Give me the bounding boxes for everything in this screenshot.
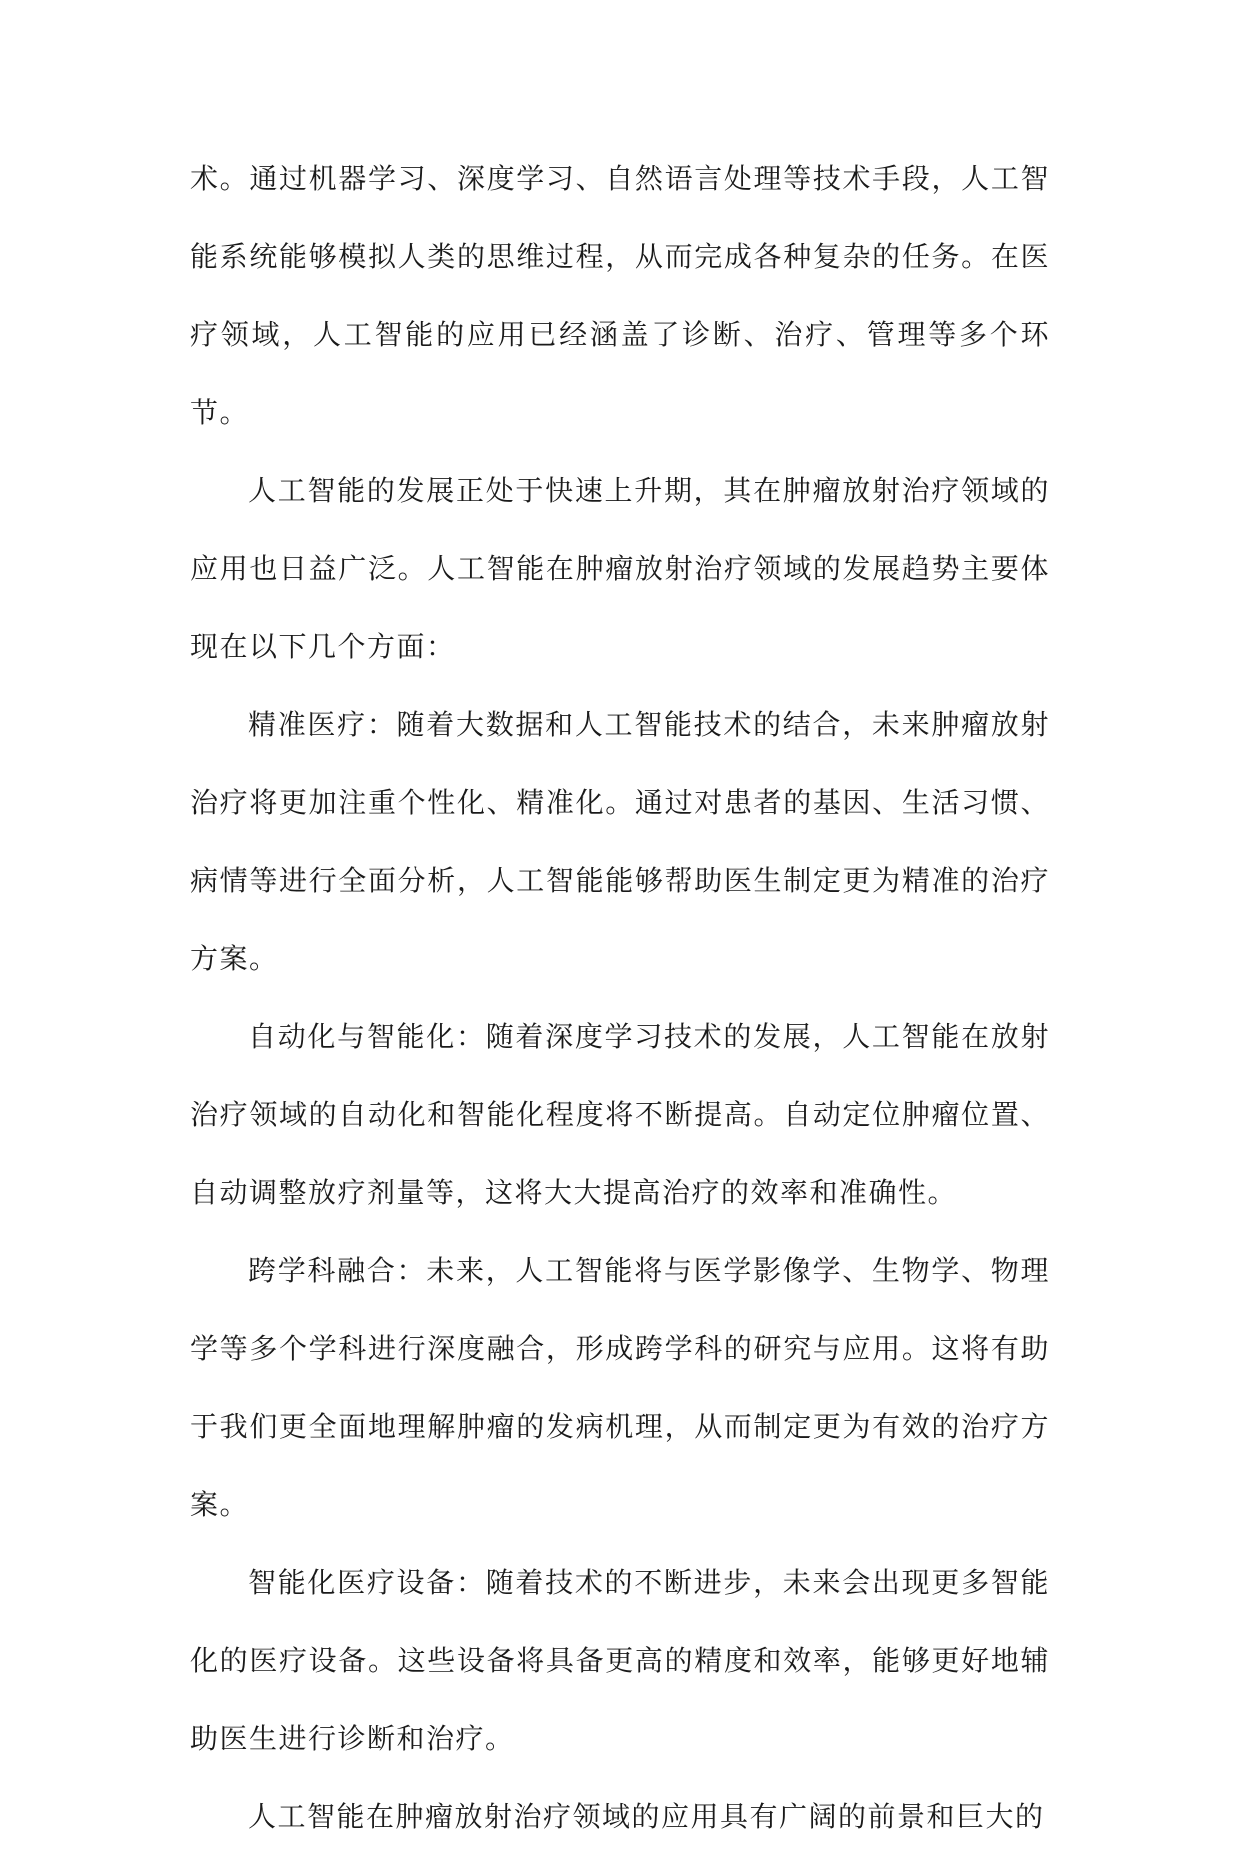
document-body [190,140,1050,1856]
paragraph-outlook: 人工智能在肿瘤放射治疗领域的应用具有广阔的前景和巨大的 [248,1800,1045,1833]
paragraph-continuation: 术。通过机器学习、深度学习、自然语言处理等技术手段，人工智能系统能够模拟人类的思维过程，从而完成各种复杂的任务。在医疗领域，人工智能的应用已经涵盖了诊断、治疗、管理等多个环节。 [190,162,1050,429]
paragraph-ai-development: 人工智能的发展正处于快速上升期，其在肿瘤放射治疗领域的应用也日益广泛。人工智能在肿瘤放射治疗领域的发展趋势主要体现在以下几个方面： [190,474,1050,663]
paragraph-automation: 自动化与智能化：随着深度学习技术的发展，人工智能在放射治疗领域的自动化和智能化程度将不断提高。自动定位肿瘤位置、自动调整放疗剂量等，这将大大提高治疗的效率和准确性。 [190,1020,1050,1209]
paragraph-precision-medicine: 精准医疗：随着大数据和人工智能技术的结合，未来肿瘤放射治疗将更加注重个性化、精准化。通过对患者的基因、生活习惯、病情等进行全面分析，人工智能能够帮助医生制定更为精准的治疗方案。 [190,708,1050,975]
paragraph-interdisciplinary: 跨学科融合：未来，人工智能将与医学影像学、生物学、物理学等多个学科进行深度融合，形成跨学科的研究与应用。这将有助于我们更全面地理解肿瘤的发病机理，从而制定更为有效的治疗方案。 [190,1254,1050,1521]
paragraph-smart-devices: 智能化医疗设备：随着技术的不断进步，未来会出现更多智能化的医疗设备。这些设备将具备更高的精度和效率，能够更好地辅助医生进行诊断和治疗。 [190,1566,1050,1755]
